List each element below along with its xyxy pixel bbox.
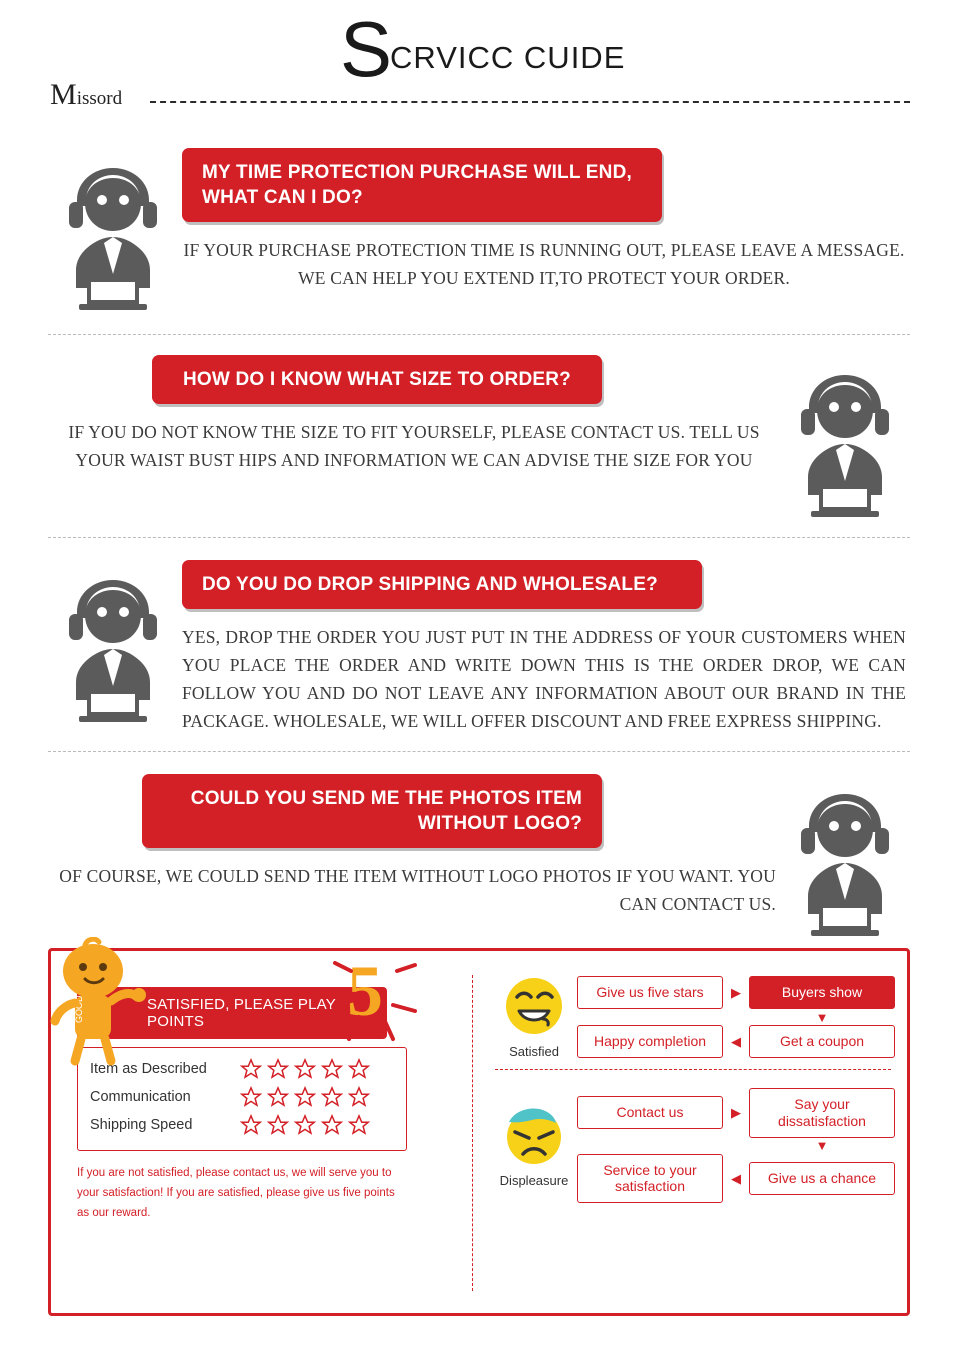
faq-answer-4: OF COURSE, WE COULD SEND THE ITEM WITHOUT LOGO PHOTOS IF YOU WANT. YOU CAN CONTACT US. — [59, 866, 776, 915]
flow-box: Buyers show — [749, 976, 895, 1009]
faq-question-1: MY TIME PROTECTION PURCHASE WILL END, WHAT CAN I DO? — [182, 148, 662, 222]
flow-divider — [495, 1069, 891, 1070]
arrow-left-icon: ◀ — [731, 1033, 741, 1049]
page-header — [0, 0, 958, 120]
star-group[interactable] — [240, 1086, 370, 1108]
flow-caption: Displeasure — [499, 1172, 569, 1188]
satisfied-face-icon — [501, 975, 567, 1037]
brand-name: issord — [76, 88, 123, 109]
faq-section-3 — [0, 538, 958, 751]
flow-displeasure — [491, 1078, 895, 1203]
headset-agent-icon — [780, 774, 910, 942]
page-title-text: CRVICC CUIDE — [390, 39, 626, 75]
flow-box: Happy completion — [577, 1025, 723, 1058]
faq-question-3: DO YOU DO DROP SHIPPING AND WHOLESALE? — [182, 560, 702, 609]
rating-note: If you are not satisfied, please contact us, we will serve you to your satisfaction! If you are satisfied, please give us five points as our reward. — [77, 1167, 395, 1220]
arrow-right-icon: ▶ — [731, 985, 741, 1001]
headset-agent-icon — [48, 148, 178, 316]
rating-label: Shipping Speed — [90, 1117, 193, 1133]
flow-box: Service to your satisfaction — [577, 1154, 723, 1204]
mascot-icon — [45, 937, 151, 1072]
flow-box: Say your dissatisfaction — [749, 1088, 895, 1138]
rating-panel — [48, 948, 910, 1316]
panel-divider — [472, 975, 473, 1291]
faq-question-2: HOW DO I KNOW WHAT SIZE TO ORDER? — [152, 355, 602, 404]
arrow-left-icon: ◀ — [731, 1170, 741, 1186]
flow-box: Get a coupon — [749, 1025, 895, 1058]
faq-section-4 — [0, 752, 958, 952]
rating-row — [90, 1114, 398, 1136]
flow-caption: Satisfied — [509, 1044, 559, 1059]
header-dashed-rule — [150, 101, 910, 103]
rating-left-column — [63, 953, 472, 1301]
page-title — [340, 5, 626, 93]
brand-initial: M — [50, 78, 77, 111]
satisfied-banner: SATISFIED, PLEASE PLAY POINTS — [77, 987, 387, 1039]
star-group[interactable] — [240, 1058, 370, 1080]
flow-box: Give us a chance — [749, 1162, 895, 1195]
page-title-initial: S — [340, 5, 391, 93]
arrow-right-icon: ▶ — [731, 1105, 741, 1121]
faq-answer-1: IF YOUR PURCHASE PROTECTION TIME IS RUNNING OUT, PLEASE LEAVE A MESSAGE. WE CAN HELP YOU EXTEND IT,TO PROTECT YOUR ORDER. — [183, 240, 905, 289]
svg-text:5: 5 — [347, 953, 383, 1031]
flow-box: Contact us — [577, 1096, 723, 1129]
flow-box: Give us five stars — [577, 976, 723, 1009]
displeasure-face-icon — [501, 1104, 567, 1166]
faq-question-4: COULD YOU SEND ME THE PHOTOS ITEM WITHOUT LOGO? — [142, 774, 602, 848]
faq-answer-3: YES, DROP THE ORDER YOU JUST PUT IN THE ADDRESS OF YOUR CUSTOMERS WHEN YOU PLACE THE ORDER AND WRITE DOWN THIS IS THE ORDER DROP, WE CAN FOLLOW YOU AND DO NOT LEAVE ANY INFORMATION ABOUT OUR BRAND IN THE PACKAGE. WHOLESALE, WE WILL OFFER DISCOUNT AND FREE EXPRESS SHIPPING. — [182, 627, 906, 732]
arrow-down-icon: ▼ — [815, 1009, 829, 1025]
flow-satisfied — [491, 965, 895, 1059]
rating-row — [90, 1086, 398, 1108]
headset-agent-icon — [780, 355, 910, 523]
faq-section-2 — [0, 335, 958, 537]
faq-answer-2: IF YOU DO NOT KNOW THE SIZE TO FIT YOURSELF, PLEASE CONTACT US. TELL US YOUR WAIST BUST HIPS AND INFORMATION WE CAN ADVISE THE SIZE FOR YOU — [68, 422, 760, 471]
arrow-down-icon: ▼ — [815, 1138, 829, 1154]
rating-label: Item as Described — [90, 1061, 207, 1077]
rating-label: Communication — [90, 1089, 191, 1105]
headset-agent-icon — [48, 560, 178, 728]
brand-logo — [50, 78, 122, 112]
big-five-icon — [331, 953, 419, 1050]
faq-section-1 — [0, 120, 958, 334]
star-group[interactable] — [240, 1114, 370, 1136]
rating-right-column — [483, 965, 895, 1301]
svg-text:GOOD: GOOD — [74, 995, 84, 1023]
